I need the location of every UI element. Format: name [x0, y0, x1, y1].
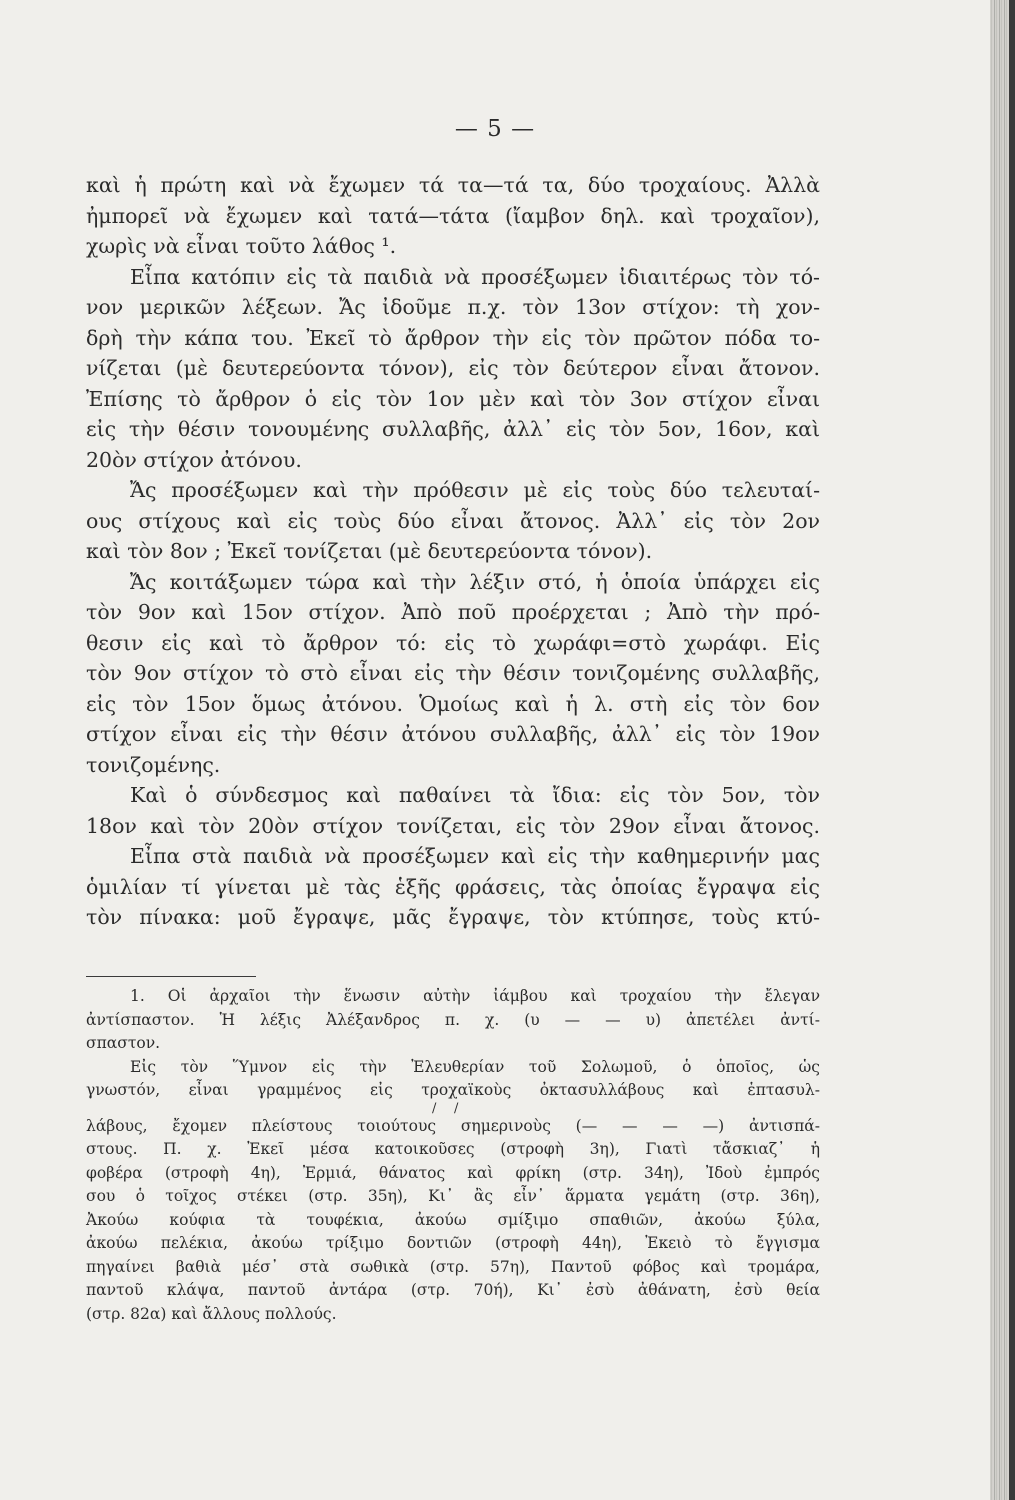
accent-mark-row [86, 1100, 820, 1116]
main-text [86, 170, 820, 933]
text-line: νίζεται (μὲ δευτερεύοντα τόνον), εἰς τὸν δεύτερον εἶναι ἄτονον. [86, 356, 820, 380]
text-line: Εἶπα στὰ παιδιὰ νὰ προσέξωμεν καὶ εἰς τὴν καθημερινήν μας [130, 844, 820, 868]
page-number: — 5 — [454, 116, 536, 142]
text-line: τὸν πίνακα: μοῦ ἔγραψε, μᾶς ἔγραψε, τὸν κτύπησε, τοὺς κτύ- [86, 905, 820, 929]
footnote-line: 1. Οἱ ἀρχαῖοι τὴν ἕνωσιν αὐτὴν ἰάμβου καὶ τροχαίου τὴν ἔλεγαν [130, 987, 820, 1005]
text-line: νον μερικῶν λέξεων. Ἄς ἰδοῦμε π.χ. τὸν 13ον στίχον: τὴ χον- [86, 295, 820, 319]
text-line: Καὶ ὁ σύνδεσμος καὶ παθαίνει τὰ ἴδια: εἰς τὸν 5ον, τὸν [130, 783, 820, 807]
text-line: στίχον εἶναι εἰς τὴν θέσιν ἀτόνου συλλαβῆς, ἀλλ᾽ εἰς τὸν 19ον [86, 722, 820, 746]
text-line: δρὴ τὴν κάπα του. Ἐκεῖ τὸ ἄρθρον τὴν εἰς τὸν πρῶτον πόδα το- [86, 325, 820, 350]
text-line: τονιζομένης. [86, 752, 221, 777]
footnote-line: παντοῦ κλάψα, παντοῦ ἀντάρα (στρ. 70ή), Κι᾽ ἐσὺ ἀθάνατη, ἐσὺ θεία [86, 1281, 820, 1299]
text-line: καὶ ἡ πρώτη καὶ νὰ ἔχωμεν τά τα—τά τα, δύο τροχαίους. Ἀλλὰ [86, 173, 820, 197]
footnote-line: σου ὁ τοῖχος στέκει (στρ. 35η), Κι᾽ ἂς εἶν᾽ ἅρματα γεμάτη (στρ. 36η), [86, 1187, 820, 1205]
text-line: χωρὶς νὰ εἶναι τοῦτο λάθος ¹. [86, 234, 397, 258]
footnote-line: πηγαίνει βαθιὰ μέσ᾽ στὰ σωθικὰ (στρ. 57η), Παντοῦ φόβος καὶ τρομάρα, [86, 1257, 820, 1276]
footnote-line: ἀντίσπαστον. Ἡ λέξις Ἀλέξανδρος π. χ. (υ — — υ) ἀπετέλει ἀντί- [86, 1010, 820, 1029]
footnote-line: ἀκούω πελέκια, ἀκούω τρίξιμο δοντιῶν (στροφὴ 44η), Ἐκειὸ τὸ ἔγγισμα [86, 1234, 820, 1252]
text-line: Ἐπίσης τὸ ἄρθρον ὁ εἰς τὸν 1ον μὲν καὶ τὸν 3ον στίχον εἶναι [86, 386, 820, 411]
text-line: ὁμιλίαν τί γίνεται μὲ τὰς ἑξῆς φράσεις, τὰς ὁποίας ἔγραψα εἰς [86, 874, 820, 899]
accent-mark: / [454, 1100, 459, 1116]
page-edge-stack [990, 0, 1015, 1500]
text-line: 20ὸν στίχον ἀτόνου. [86, 447, 302, 472]
footnote-separator [86, 976, 256, 977]
footnote-line: Ἀκούω κούφια τὰ τουφέκια, ἀκούω σμίξιμο σπαθιῶν, ἀκούω ξύλα, [86, 1210, 820, 1229]
footnotes [86, 985, 820, 1326]
footnote-line: γνωστόν, εἶναι γραμμένος εἰς τροχαϊκοὺς ὀκτασυλλάβους καὶ ἑπτασυλ- [86, 1081, 820, 1099]
text-line: θεσιν εἰς καὶ τὸ ἄρθρον τό: εἰς τὸ χωράφι=στὸ χωράφι. Εἰς [86, 630, 820, 655]
accent-mark: / [432, 1100, 437, 1116]
text-line: Εἶπα κατόπιν εἰς τὰ παιδιὰ νὰ προσέξωμεν ἰδιαιτέρως τὸν τό- [130, 264, 820, 289]
text-line: τὸν 9ον καὶ 15ον στίχον. Ἀπὸ ποῦ προέρχεται ; Ἀπὸ τὴν πρό- [86, 600, 820, 624]
text-line: ους στίχους καὶ εἰς τοὺς δύο εἶναι ἄτονος. Ἀλλ᾽ εἰς τὸν 2ον [86, 508, 820, 533]
text-line: εἰς τὸν 15ον ὅμως ἀτόνου. Ὁμοίως καὶ ἡ λ. στὴ εἰς τὸν 6ον [86, 691, 820, 716]
text-line: 18ον καὶ τὸν 20ὸν στίχον τονίζεται, εἰς τὸν 29ον εἶναι ἄτονος. [86, 813, 820, 838]
footnote-line: Εἰς τὸν Ὕμνον εἰς τὴν Ἐλευθερίαν τοῦ Σολωμοῦ, ὁ ὁποῖος, ὡς [130, 1057, 820, 1076]
text-line: τὸν 9ον στίχον τὸ στὸ εἶναι εἰς τὴν θέσιν τονιζομένης συλλαβῆς, [86, 661, 820, 685]
text-line: Ἄς κοιτάξωμεν τώρα καὶ τὴν λέξιν στό, ἡ ὁποία ὑπάρχει εἰς [130, 569, 820, 594]
footnote-line: σπαστον. [86, 1034, 161, 1052]
footnote-line: στους. Π. χ. Ἐκεῖ μέσα κατοικοῦσες (στροφὴ 3η), Γιατὶ τἄσκιαζ᾽ ἡ [86, 1140, 820, 1158]
text-line: ἠμπορεῖ νὰ ἔχωμεν καὶ τατά—τάτα (ἴαμβον δηλ. καὶ τροχαῖον), [86, 203, 820, 228]
text-line: καὶ τὸν 8ον ; Ἐκεῖ τονίζεται (μὲ δευτερεύοντα τόνον). [86, 539, 653, 563]
footnote-line: φοβέρα (στροφὴ 4η), Ἐρμιά, θάνατος καὶ φρίκη (στρ. 34η), Ἰδοὺ ἐμπρός [86, 1163, 820, 1182]
footnote-line: λάβους, ἔχομεν πλείστους τοιούτους σημερινοὺς (— — — —) ἀντισπά- [86, 1116, 820, 1135]
footnote-line: (στρ. 82α) καὶ ἄλλους πολλούς. [86, 1304, 337, 1323]
text-line: Ἄς προσέξωμεν καὶ τὴν πρόθεσιν μὲ εἰς τοὺς δύο τελευταί- [130, 478, 820, 502]
text-line: εἰς τὴν θέσιν τονουμένης συλλαβῆς, ἀλλ᾽ εἰς τὸν 5ον, 16ον, καὶ [86, 417, 820, 441]
